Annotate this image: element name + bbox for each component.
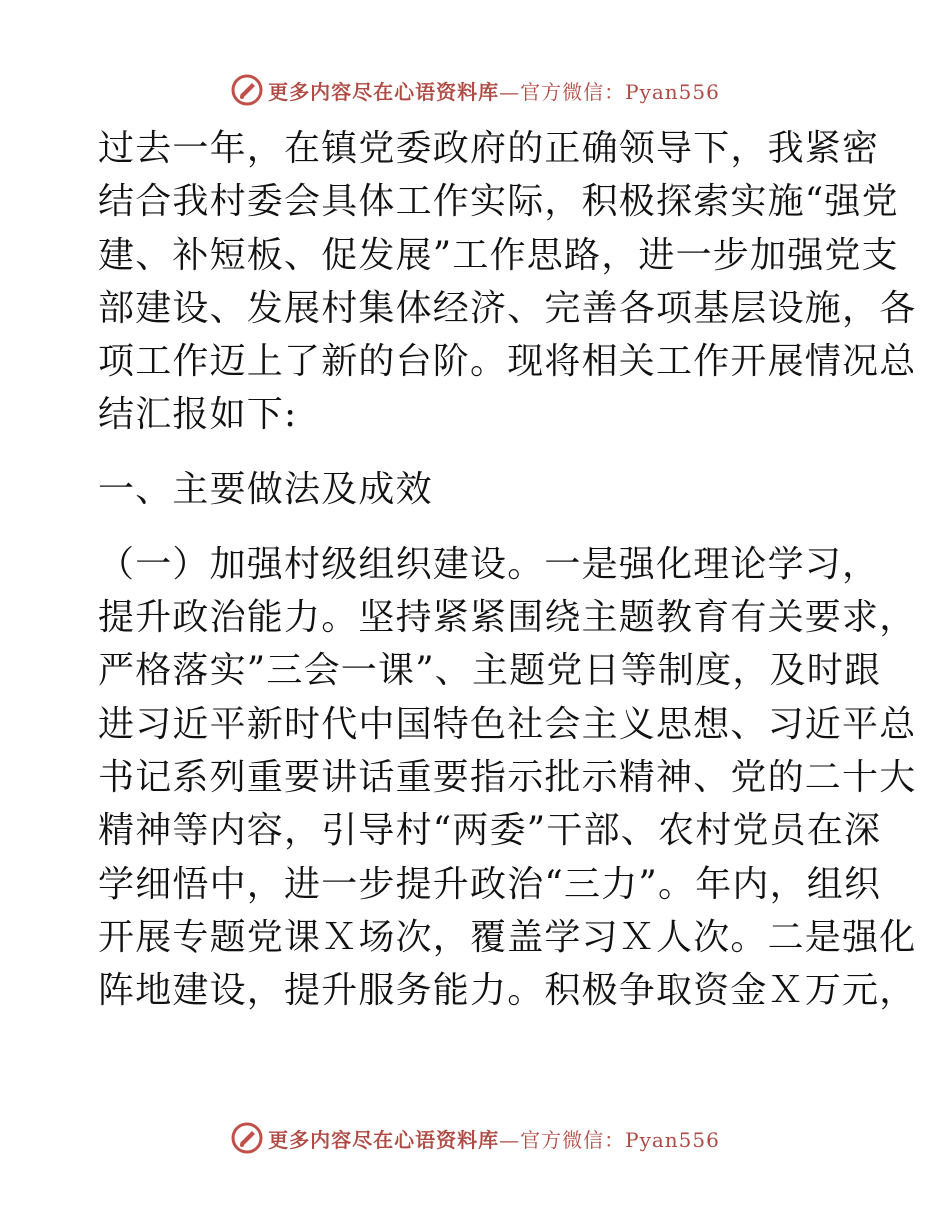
text-line: 开展专题党课Ｘ场次，覆盖学习Ｘ人次。二是强化 (98, 916, 917, 958)
text-line: 学细悟中，进一步提升政治“三力”。年内，组织 (98, 863, 882, 905)
watermark-footer (0, 1118, 950, 1158)
text-line: 进习近平新时代中国特色社会主义思想、习近平总 (98, 703, 917, 745)
section-heading: 一、主要做法及成效 (98, 468, 433, 510)
watermark-contact: —官方微信：Pyan556 (499, 1127, 720, 1152)
watermark-text (268, 1124, 720, 1153)
text-line: 结汇报如下: (98, 394, 298, 436)
text-line: 建、补短板、促发展”工作思路，进一步加强党支 (98, 234, 899, 276)
watermark-header (0, 70, 950, 110)
watermark-brand: 更多内容尽在心语资料库 (268, 1127, 500, 1152)
text-line: 部建设、发展村集体经济、完善各项基层设施，各 (98, 287, 917, 329)
text-line: 提升政治能力。坚持紧紧围绕主题教育有关要求， (98, 597, 917, 639)
text-line: （一）加强村级组织建设。一是强化理论学习， (98, 543, 880, 585)
text-line: 阵地建设，提升服务能力。积极争取资金Ｘ万元， (98, 970, 917, 1012)
text-line: 过去一年，在镇党委政府的正确领导下，我紧密 (98, 128, 880, 169)
watermark-text (268, 76, 720, 105)
body-paragraph (98, 538, 917, 1018)
text-line: 结合我村委会具体工作实际，积极探索实施“强党 (98, 181, 899, 223)
text-line: 严格落实”三会一课”、主题党日等制度，及时跟 (98, 650, 882, 692)
watermark-brand: 更多内容尽在心语资料库 (268, 79, 500, 104)
document-body (98, 122, 917, 1017)
logo-icon (230, 1121, 264, 1155)
text-line: 项工作迈上了新的台阶。现将相关工作开展情况总 (98, 341, 917, 383)
text-line: 精神等内容，引导村“两委”干部、农村党员在深 (98, 810, 882, 852)
watermark-contact: —官方微信：Pyan556 (499, 79, 720, 104)
text-line: 书记系列重要讲话重要指示批示精神、党的二十大 (98, 756, 917, 798)
logo-icon (230, 73, 264, 107)
intro-paragraph (98, 122, 917, 442)
